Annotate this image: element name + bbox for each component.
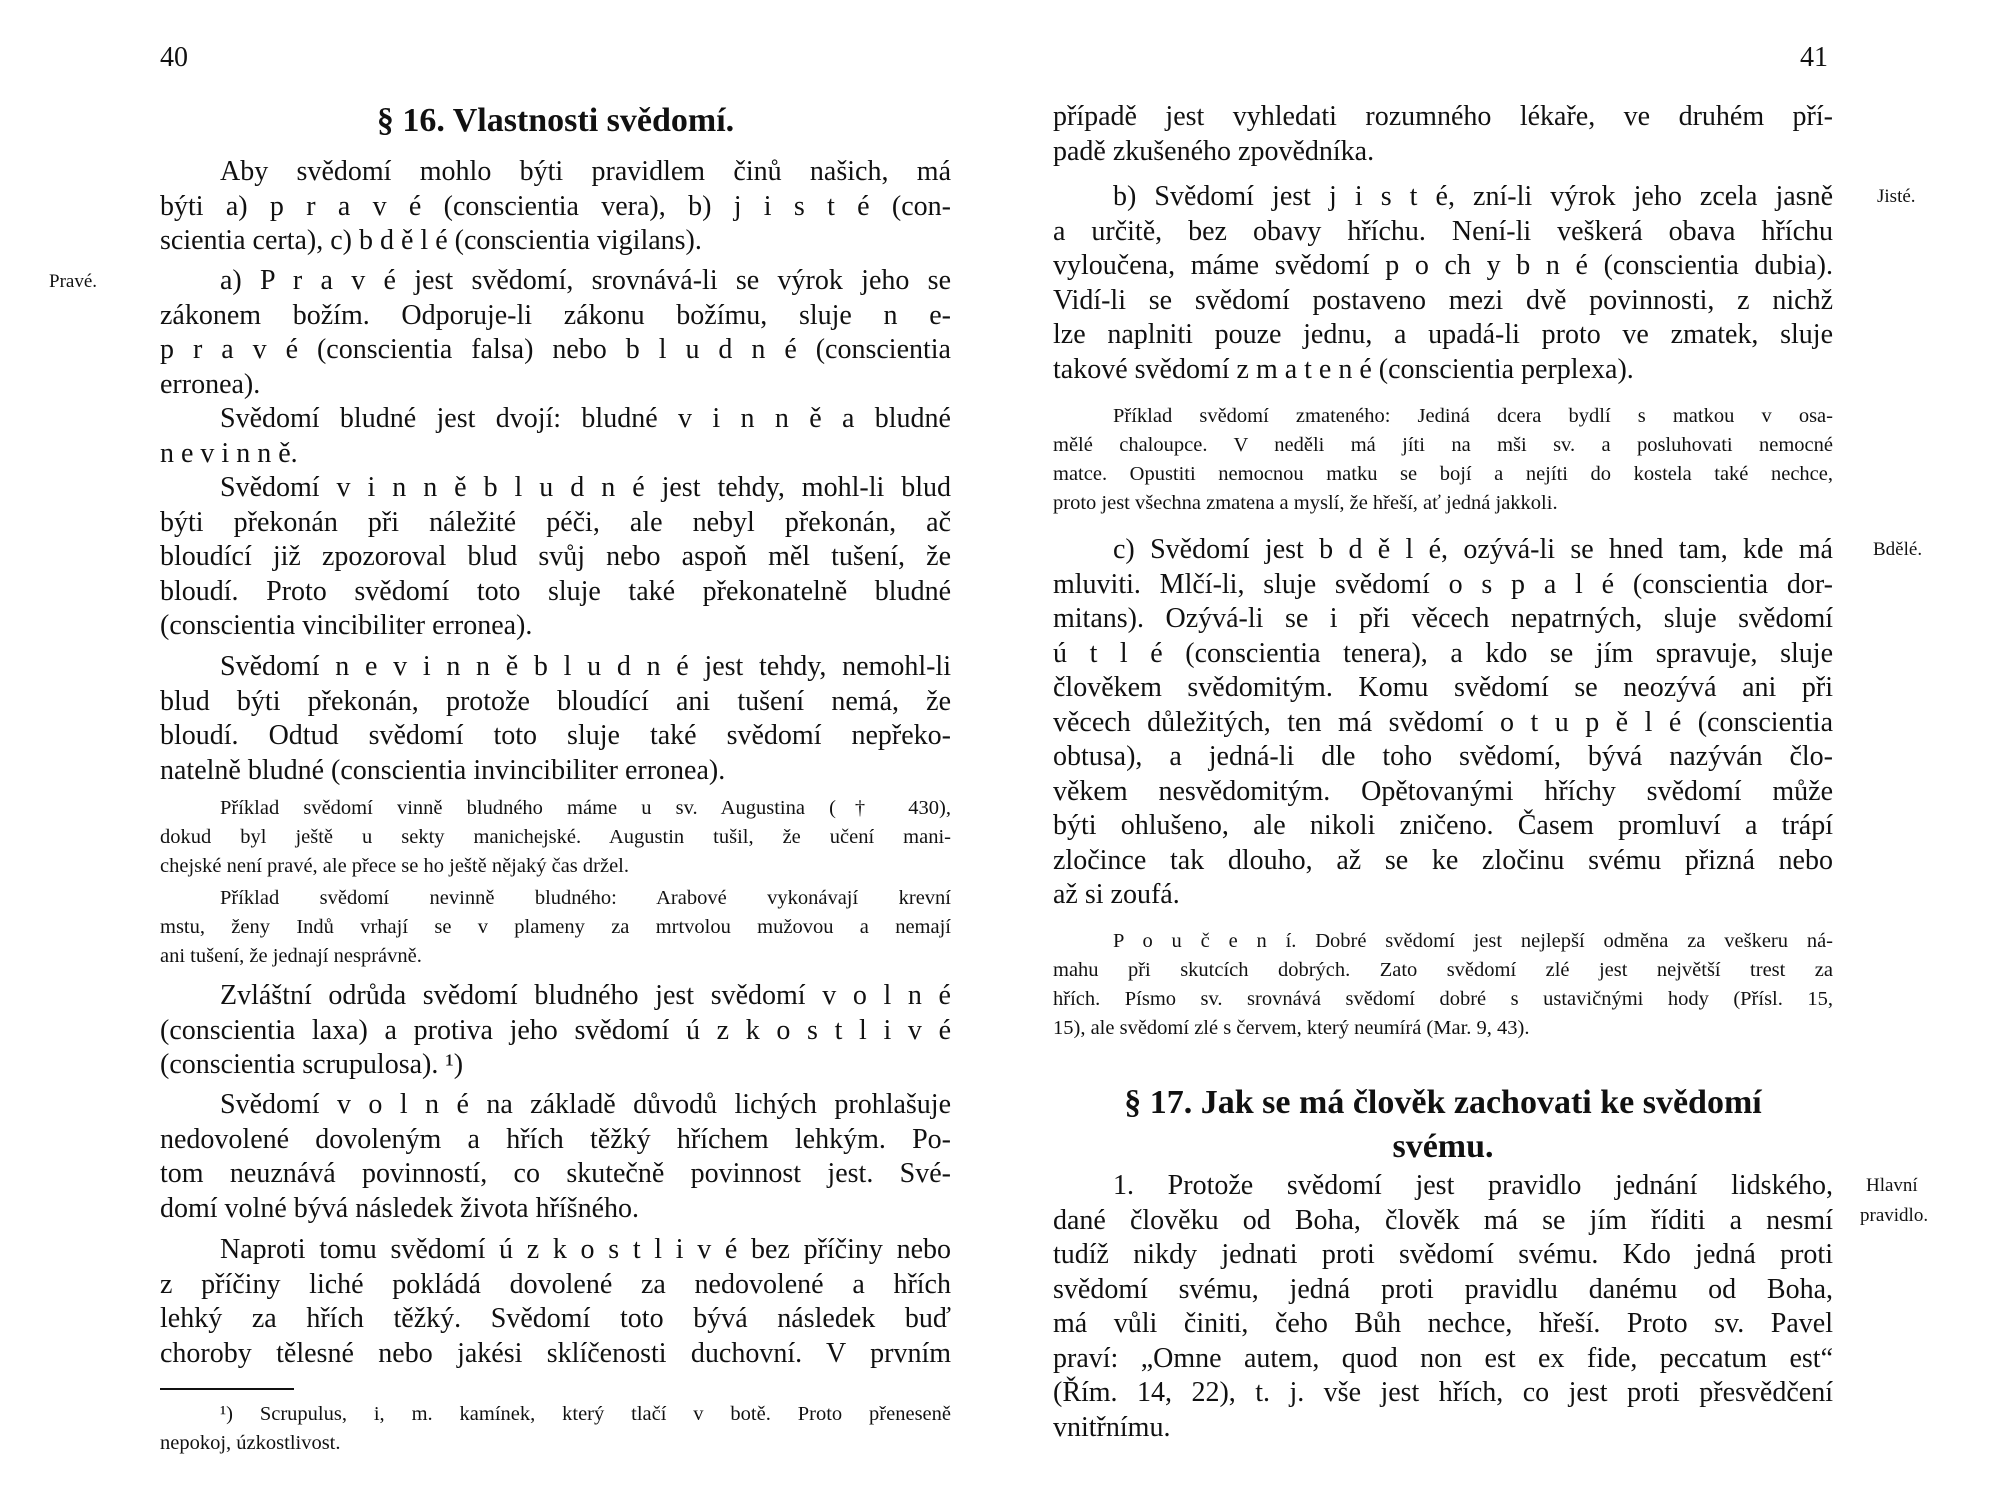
text-line: proto jest všechna zmatena a myslí, že hřeší, ať jedná jakkoli.: [1053, 492, 1558, 514]
text-line: Svědomí v o l n é na základě důvodů lichých prohlašuje: [220, 1089, 951, 1120]
text-line: mstu, ženy Indů vrhají se v plameny za mrtvolou mužovou a nemají: [160, 916, 951, 938]
text-line: až si zoufá.: [1053, 879, 1180, 910]
text-line: c) Svědomí jest b d ě l é, ozývá-li se hned tam, kde má: [1113, 534, 1833, 565]
text-line: a určitě, bez obavy hříchu. Není-li veškerá obava hříchu: [1053, 215, 1833, 247]
margin-note: Hlavní: [1866, 1175, 1918, 1196]
example-paragraph: [160, 884, 951, 971]
text-line: Vidí-li se svědomí postaveno mezi dvě povinnosti, z nichž: [1053, 284, 1833, 316]
text-line: (conscientia vincibiliter erronea).: [160, 610, 533, 641]
text-line: bloudí. Proto svědomí toto sluje také překonatelně bludné: [160, 575, 951, 607]
text-line: nedovolené dovoleným a hřích těžký hříchem lehkým. Po-: [160, 1123, 951, 1155]
text-line: býti překonán při náležité péči, ale nebyl překonán, ač: [160, 506, 951, 538]
text-line: Příklad svědomí nevinně bludného: Arabové vykonávají krevní: [220, 887, 951, 909]
paragraph: [160, 264, 951, 402]
text-line: mahu při skutcích dobrých. Zato svědomí zlé jest největší trest za: [1053, 959, 1833, 981]
text-line: bloudí. Odtud svědomí toto sluje také svědomí nepřeko-: [160, 720, 951, 751]
text-line: 15), ale svědomí zlé s červem, který neumírá (Mar. 9, 43).: [1053, 1017, 1530, 1039]
text-line: tudíž nikdy jednati proti svědomí svému. Kdo jedná proti: [1053, 1239, 1833, 1270]
footnote-line: ¹) Scrupulus, i, m. kamínek, který tlačí v botě. Proto přeneseně: [220, 1403, 951, 1425]
text-line: mělé chaloupce. V neděli má jíti na mši sv. a posluhovati nemocné: [1053, 434, 1833, 456]
paragraph: [160, 402, 951, 471]
paragraph: [160, 979, 951, 1083]
text-line: Aby svědomí mohlo býti pravidlem činů našich, má: [220, 156, 951, 187]
text-line: padě zkušeného zpovědníka.: [1053, 135, 1375, 167]
page-number: 41: [1800, 42, 1828, 73]
text-line: mluviti. Mlčí-li, sluje svědomí o s p a l é (conscientia dor-: [1053, 568, 1833, 600]
text-line: matce. Opustiti nemocnou matku se bojí a nejíti do kostela také nechce,: [1053, 463, 1833, 485]
text-line: choroby tělesné nebo jakési sklíčenosti duchovní. V prvním: [160, 1337, 951, 1369]
example-paragraph: [160, 794, 951, 881]
paragraph: [1053, 1169, 1833, 1445]
text-line: Zvláštní odrůda svědomí bludného jest svědomí v o l n é: [220, 980, 951, 1011]
text-line: (conscientia laxa) a protiva jeho svědomí ú z k o s t l i v é: [160, 1014, 951, 1046]
margin-note: pravidlo.: [1860, 1205, 1929, 1226]
example-paragraph: [1053, 402, 1833, 518]
section-heading-line: § 17. Jak se má člověk zachovati ke svědomí: [1124, 1084, 1762, 1121]
margin-note: Jisté.: [1877, 186, 1916, 207]
section-heading-line: svému.: [1392, 1128, 1494, 1165]
text-line: P o u č e n í. Dobré svědomí jest nejlepší odměna za veškeru ná-: [1113, 930, 1833, 952]
text-line: a) P r a v é jest svědomí, srovnává-li se výrok jeho se: [220, 265, 951, 296]
text-line: scientia certa), c) b d ě l é (conscientia vigilans).: [160, 225, 702, 256]
text-line: hřích. Písmo sv. srovnává svědomí dobré s ustavičnými hody (Přísl. 15,: [1053, 988, 1833, 1010]
text-line: takové svědomí z m a t e n é (conscientia perplexa).: [1053, 353, 1634, 385]
paragraph: [1053, 180, 1833, 387]
page-number: 40: [160, 42, 188, 73]
footnote: [160, 1400, 951, 1458]
section-heading: [1053, 1081, 1833, 1169]
margin-note: Pravé.: [49, 271, 98, 292]
text-line: zákonem božím. Odporuje-li zákonu božímu, sluje n e-: [160, 299, 951, 331]
text-line: p r a v é (conscientia falsa) nebo b l u d n é (conscientia: [160, 334, 951, 365]
text-line: tom neuznává povinností, co skutečně povinnost jest. Své-: [160, 1158, 951, 1189]
paragraph: [160, 650, 951, 788]
section-heading: § 16. Vlastnosti svědomí.: [376, 102, 735, 139]
text-line: dané člověku od Boha, člověk má se jím říditi a nesmí: [1053, 1204, 1833, 1236]
text-line: lehký za hřích těžký. Svědomí toto bývá následek buď: [160, 1303, 951, 1334]
text-line: ú t l é (conscientia tenera), a kdo se jím spravuje, sluje: [1053, 637, 1833, 669]
text-line: dokud byl ještě u sekty manichejské. Augustin tušil, že učení mani-: [160, 826, 951, 848]
text-line: Svědomí n e v i n n ě b l u d n é jest tehdy, nemohl-li: [220, 651, 951, 682]
text-line: erronea).: [160, 368, 261, 400]
paragraph: [160, 471, 951, 644]
footnote-rule: [160, 1388, 294, 1390]
text-line: n e v i n n ě.: [160, 437, 298, 469]
text-line: obtusa), a jedná-li dle toho svědomí, bývá nazýván člo-: [1053, 741, 1833, 772]
text-line: (conscientia scrupulosa). ¹): [160, 1049, 464, 1080]
text-line: natelně bludné (conscientia invincibiliter erronea).: [160, 754, 726, 786]
text-line: vyloučena, máme svědomí p o ch y b n é (conscientia dubia).: [1053, 250, 1833, 281]
text-line: ani tušení, že jednají nesprávně.: [160, 945, 422, 967]
margin-note: Bdělé.: [1873, 539, 1923, 560]
text-line: 1. Protože svědomí jest pravidlo jednání lidského,: [1113, 1170, 1833, 1201]
example-paragraph: [1053, 927, 1833, 1043]
text-line: lze naplniti pouze jednu, a upadá-li proto ve zmatek, sluje: [1053, 319, 1833, 350]
text-line: Naproti tomu svědomí ú z k o s t l i v é bez příčiny nebo: [220, 1234, 951, 1265]
text-line: (Řím. 14, 22), t. j. vše jest hřích, co jest proti přesvědčení: [1053, 1377, 1833, 1408]
text-line: bloudící již zpozoroval blud svůj nebo aspoň měl tušení, že: [160, 541, 951, 572]
text-line: věkem nesvědomitým. Opětovanými hříchy svědomí může: [1053, 775, 1833, 807]
text-line: praví: „Omne autem, quod non est ex fide, peccatum est“: [1053, 1342, 1833, 1374]
text-line: svědomí svému, jedná proti pravidlu danému od Boha,: [1053, 1273, 1833, 1305]
text-line: blud býti překonán, protože bloudící ani tušení nemá, že: [160, 685, 951, 717]
text-line: domí volné bývá následek života hříšného.: [160, 1192, 639, 1224]
text-line: případě jest vyhledati rozumného lékaře, ve druhém pří-: [1053, 101, 1833, 132]
text-line: věcech důležitých, ten má svědomí o t u p ě l é (conscientia: [1053, 706, 1833, 738]
text-line: chejské není pravé, ale přece se ho ještě nějaký čas držel.: [160, 855, 629, 877]
text-line: Příklad svědomí zmateného: Jediná dcera bydlí s matkou v osa-: [1113, 405, 1833, 427]
paragraph: [1053, 533, 1833, 913]
text-line: b) Svědomí jest j i s t é, zní-li výrok jeho zcela jasně: [1113, 181, 1833, 212]
footnote-line: nepokoj, úzkostlivost.: [160, 1432, 341, 1454]
paragraph: [1053, 100, 1833, 169]
text-line: býti ohlušeno, ale nikoli zničeno. Časem promluví a trápí: [1053, 810, 1833, 841]
text-line: Svědomí bludné jest dvojí: bludné v i n n ě a bludné: [220, 403, 951, 434]
paragraph: [160, 155, 951, 259]
paragraph: [160, 1088, 951, 1226]
text-line: člověkem svědomitým. Komu svědomí se neozývá ani při: [1053, 672, 1833, 703]
text-line: má vůli činiti, čeho Bůh nechce, hřeší. Proto sv. Pavel: [1053, 1308, 1833, 1339]
paragraph: [160, 1233, 951, 1371]
text-line: Svědomí v i n n ě b l u d n é jest tehdy, mohl-li blud: [220, 472, 951, 503]
text-line: mitans). Ozývá-li se i při věcech nepatrných, sluje svědomí: [1053, 603, 1833, 634]
text-line: zločince tak dlouho, až se ke zločinu svému přizná nebo: [1053, 844, 1833, 876]
text-line: Příklad svědomí vinně bludného máme u sv. Augustina († 430),: [220, 797, 951, 819]
text-line: vnitřnímu.: [1053, 1411, 1171, 1443]
text-line: býti a) p r a v é (conscientia vera), b) j i s t é (con-: [160, 190, 951, 222]
text-line: z příčiny liché pokládá dovolené za nedovolené a hřích: [160, 1268, 951, 1300]
